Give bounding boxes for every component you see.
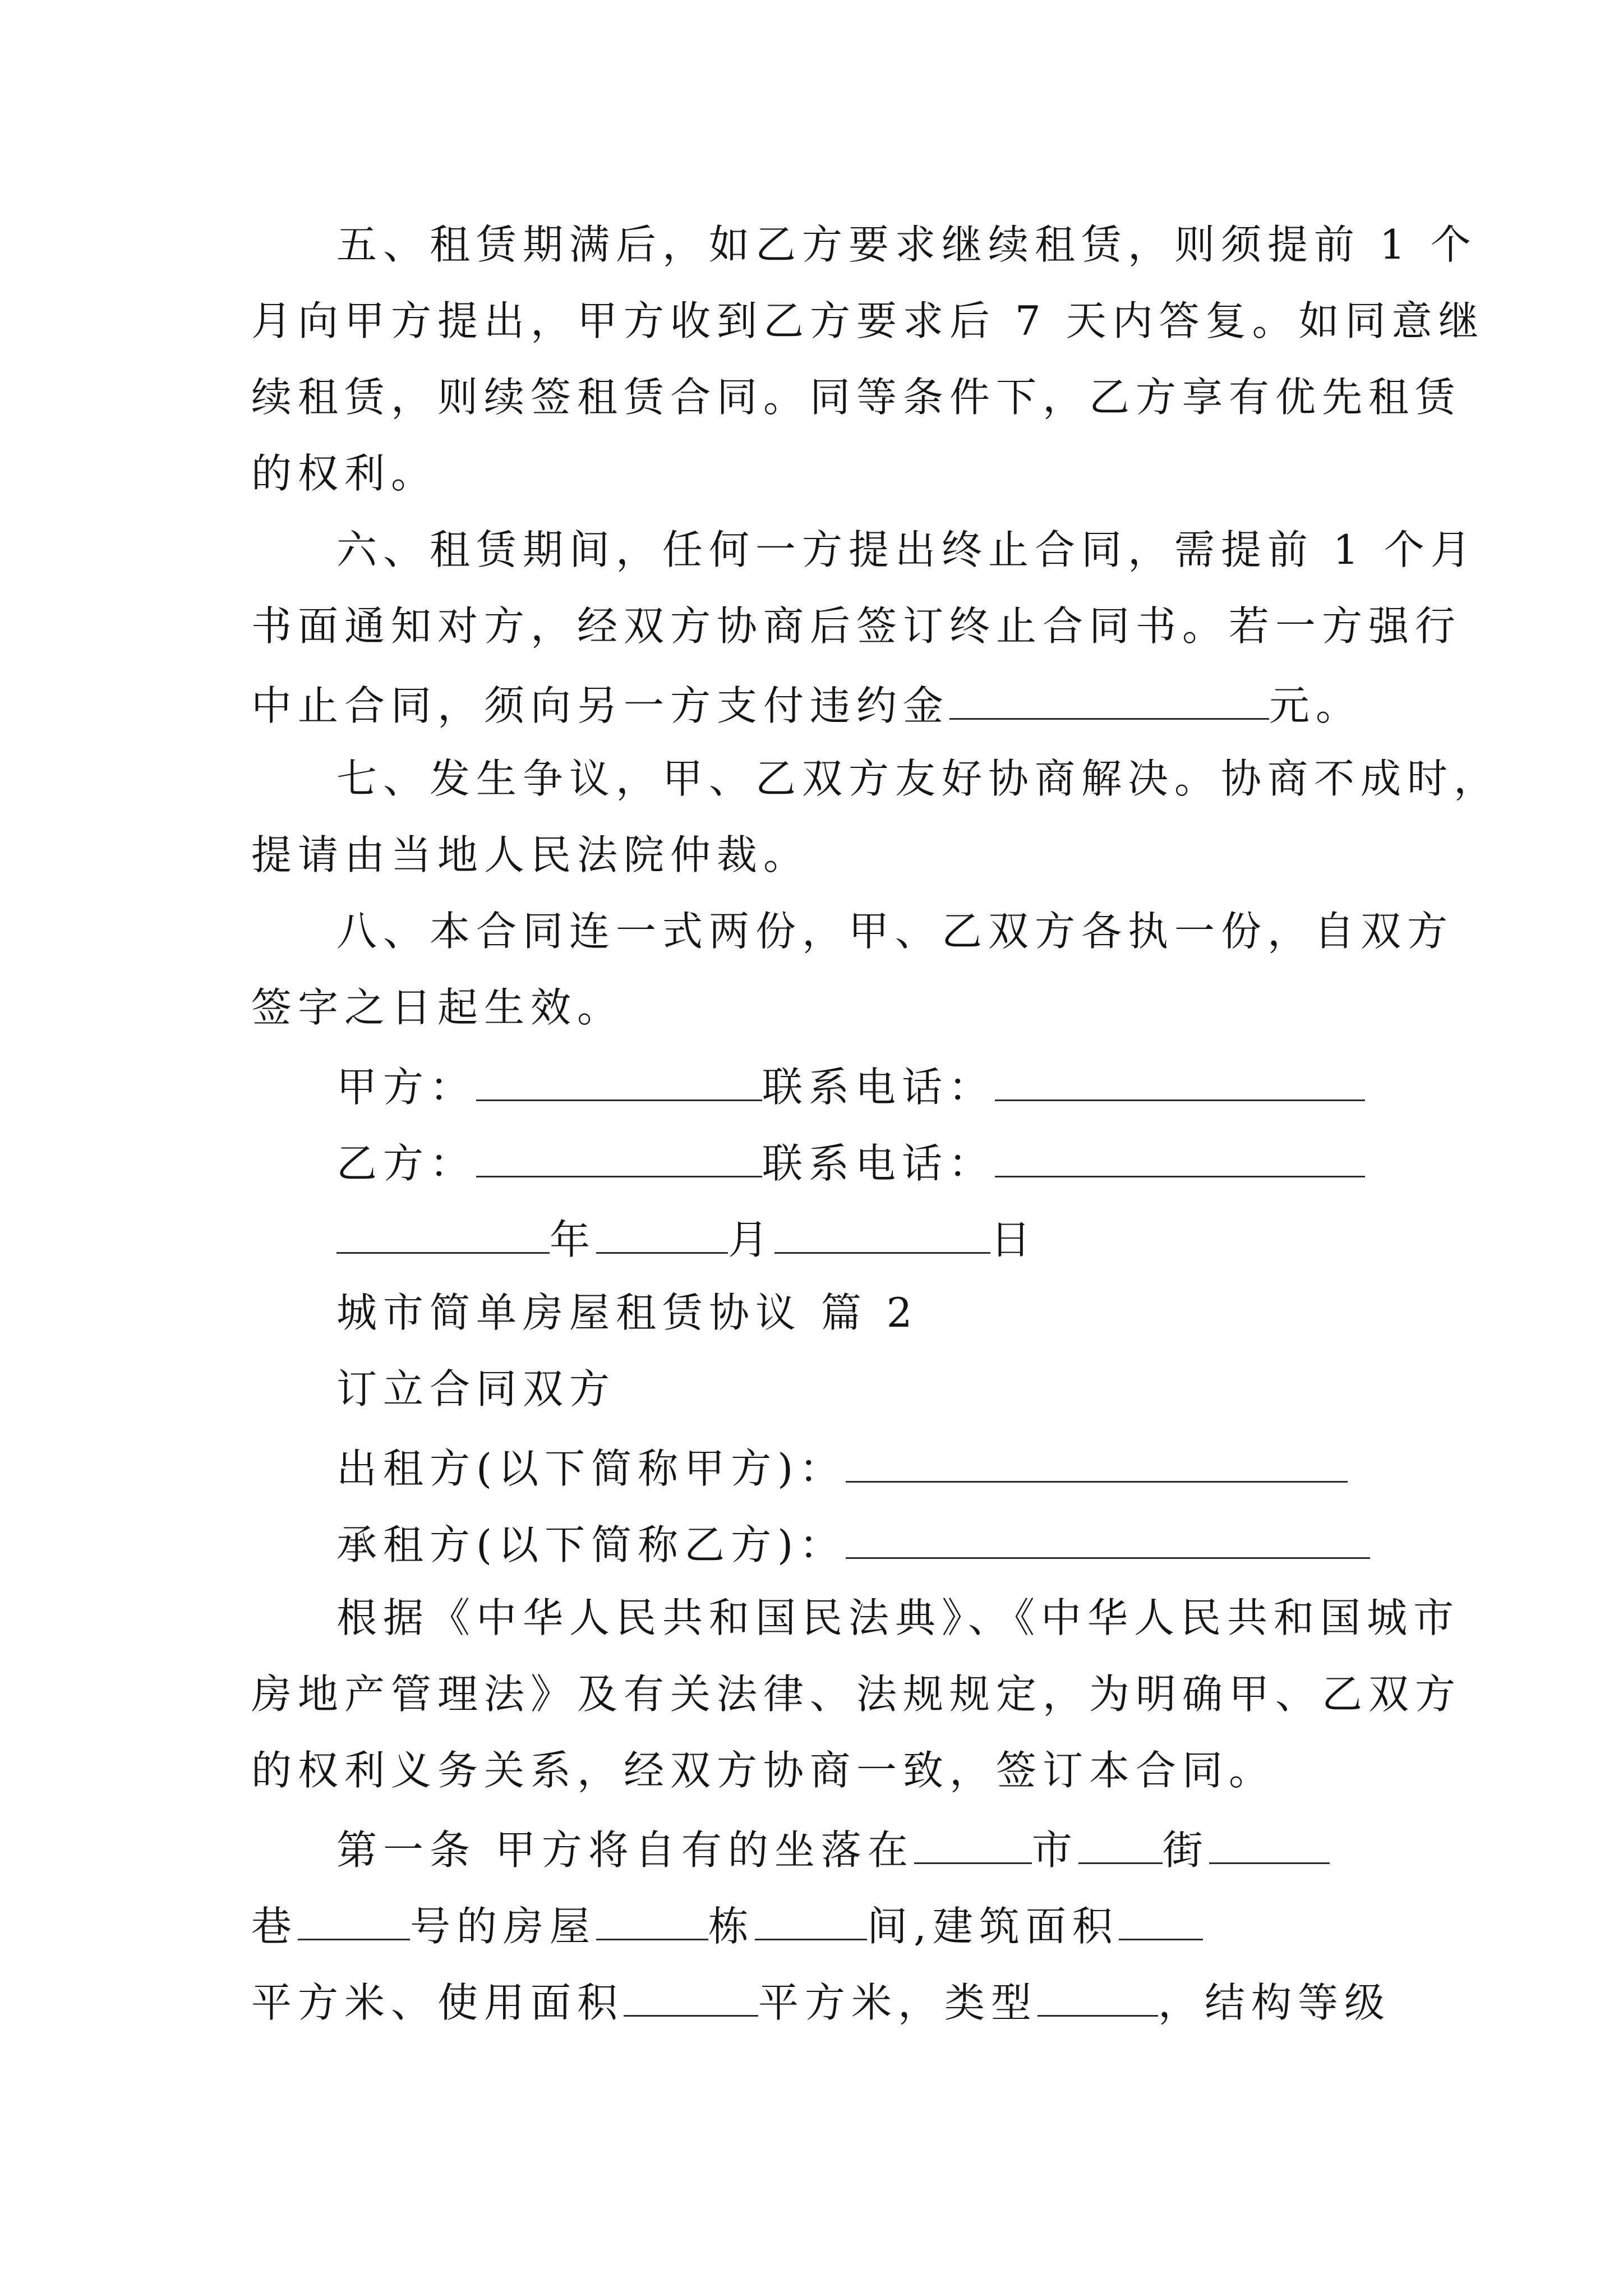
street-blank[interactable] [1078,1826,1163,1864]
penalty-amount-blank[interactable] [949,682,1269,720]
party-a-phone-blank[interactable] [995,1064,1365,1101]
day-label: 日 [990,1216,1038,1263]
lane-blank[interactable] [1209,1826,1330,1864]
party-b-phone-blank[interactable] [995,1140,1365,1177]
city-blank[interactable] [914,1826,1032,1864]
lessee-label: 承租方(以下简称乙方)： [336,1521,846,1568]
day-blank[interactable] [774,1216,990,1254]
preamble-line-2: 房地产管理法》及有关法律、法规规定，为明确甲、乙双方 [251,1671,1462,1718]
usable-area-label: 平方米、使用面积 [251,1979,624,2026]
clause-7-line-1: 七、发生争议，甲、乙双方友好协商解决。协商不成时， [336,755,1501,802]
clause-6-line-2: 书面通知对方，经双方协商后签订终止合同书。若一方强行 [251,602,1462,650]
clause-6-unit: 元。 [1269,682,1363,729]
party-a-label: 甲方： [336,1064,477,1111]
party-a-phone-label: 联系电话： [762,1064,995,1111]
section-2-title: 城市简单房屋租赁协议 篇 2 [336,1289,919,1336]
clause-7-line-2: 提请由当地人民法院仲裁。 [251,831,810,878]
building-label: 栋 [708,1903,755,1950]
year-blank[interactable] [336,1216,550,1254]
street-label: 街 [1162,1826,1209,1874]
lane-label: 巷 [251,1903,298,1950]
date-row [336,1216,1038,1263]
article-1-line-3 [251,1979,1391,2026]
lessor-blank[interactable] [846,1445,1348,1483]
type-blank[interactable] [1038,1979,1158,2017]
month-label: 月 [728,1216,775,1263]
lessee-row [336,1521,1370,1568]
usable-area-blank[interactable] [624,1979,758,2017]
clause-6-text: 中止合同，须向另一方支付违约金 [251,682,950,729]
lessor-label: 出租方(以下简称甲方)： [336,1445,846,1492]
clause-6-line-3 [251,682,1363,729]
room-blank[interactable] [755,1903,867,1940]
party-b-phone-label: 联系电话： [762,1140,995,1187]
type-label: 平方米，类型 [758,1979,1038,2026]
party-b-signature-row [336,1140,1365,1187]
clause-6-line-1: 六、租赁期间，任何一方提出终止合同，需提前 1 个月 [336,526,1477,573]
clause-5-line-4: 的权利。 [251,450,438,497]
clause-8-line-2: 签字之日起生效。 [251,984,624,1031]
article-1-line-1 [336,1826,1330,1874]
contract-parties-heading: 订立合同双方 [336,1365,616,1412]
city-label: 市 [1031,1826,1078,1874]
structure-grade-label: ，结构等级 [1158,1979,1391,2026]
party-b-blank[interactable] [476,1140,762,1177]
article-1-line-2 [251,1903,1203,1950]
clause-8-line-1: 八、本合同连一式两份，甲、乙双方各执一份，自双方 [336,908,1454,955]
preamble-line-1: 根据《中华人民共和国民法典》、《中华人民共和国城市 [336,1594,1460,1641]
clause-5-line-1: 五、租赁期满后，如乙方要求继续租赁，则须提前 1 个 [336,221,1477,268]
party-a-blank[interactable] [476,1064,762,1101]
house-number-label: 号的房屋 [410,1903,597,1950]
party-a-signature-row [336,1064,1365,1111]
building-blank[interactable] [596,1903,708,1940]
preamble-line-3: 的权利义务关系，经双方协商一致，签订本合同。 [251,1747,1276,1794]
month-blank[interactable] [596,1216,728,1254]
party-b-label: 乙方： [336,1140,477,1187]
year-label: 年 [550,1216,597,1263]
floor-area-blank[interactable] [1119,1903,1203,1940]
floor-area-label: 间,建筑面积 [867,1903,1119,1950]
article-1-text: 第一条 甲方将自有的坐落在 [336,1826,914,1874]
clause-5-line-2: 月向甲方提出，甲方收到乙方要求后 7 天内答复。如同意继 [251,297,1485,344]
lessor-row [336,1445,1348,1492]
clause-5-line-3: 续租赁，则续签租赁合同。同等条件下，乙方享有优先租赁 [251,374,1462,421]
lessee-blank[interactable] [846,1521,1370,1559]
number-blank[interactable] [298,1903,410,1940]
